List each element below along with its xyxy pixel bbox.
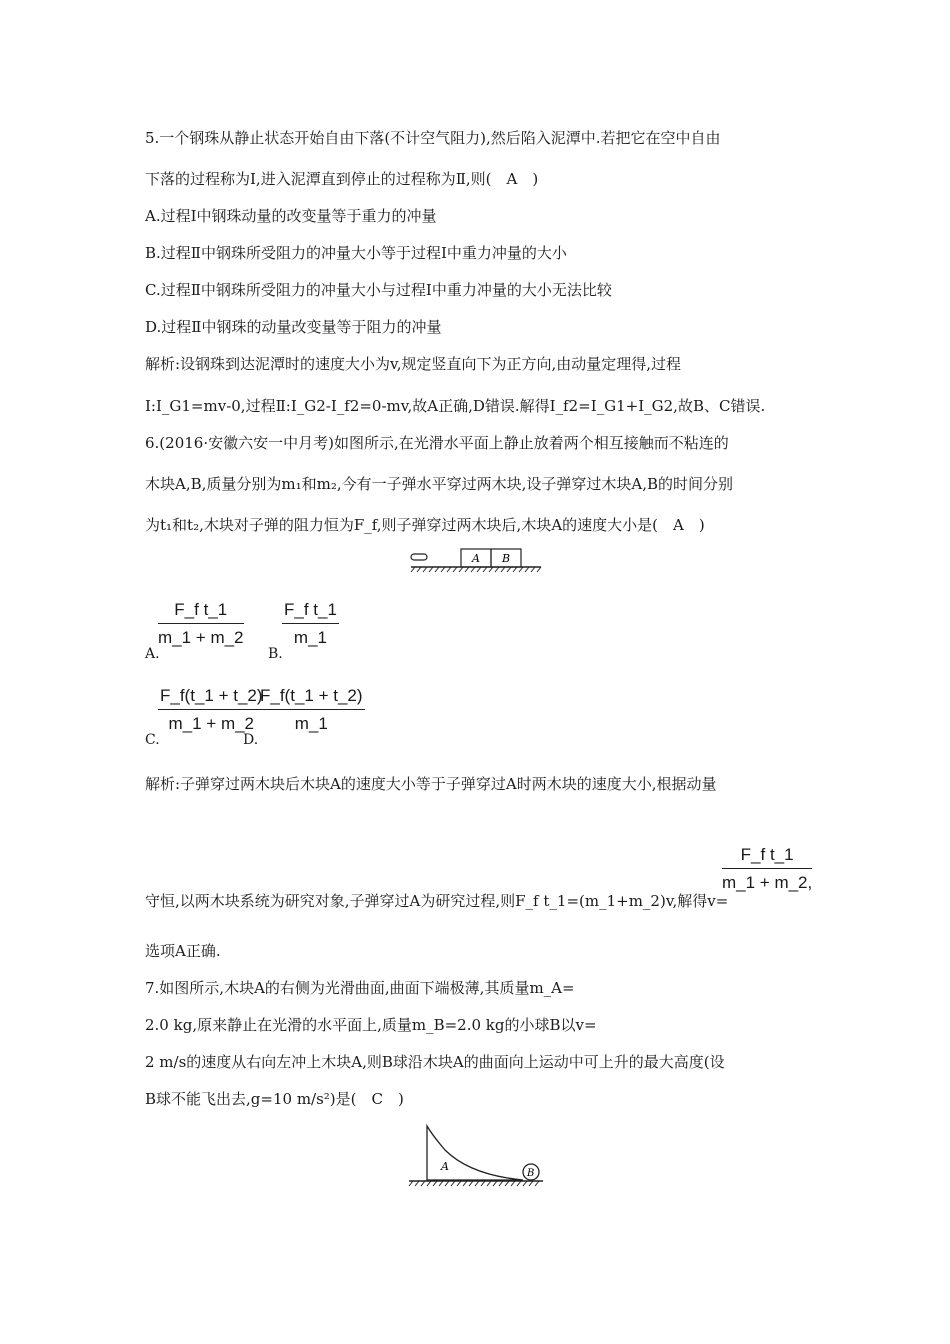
- q6-stem-line-2: 木块A,B,质量分别为m₁和m₂,今有一子弹水平穿过两木块,设子弹穿过木块A,B的时间分别: [145, 475, 734, 493]
- q7-stem-line-4: B球不能飞出去,g=10 m/s²)是( C ): [145, 1090, 404, 1108]
- q6-analysis-line-2: 守恒,以两木块系统为研究对象,子弹穿过A为研究过程,则F_f t_1=(m_1+m_2)v,解得v=: [145, 892, 729, 910]
- q5-analysis-line-1: 解析:设钢珠到达泥潭时的速度大小为v,规定竖直向下为正方向,由动量定理得,过程: [145, 355, 682, 373]
- q6-option-a-numerator: F_f t_1: [158, 600, 244, 624]
- q6-option-a-letter: A.: [145, 646, 160, 662]
- bullet: [411, 554, 427, 560]
- q6-analysis-fraction: [722, 845, 812, 893]
- q6-analysis-denominator: m_1 + m_2,: [722, 873, 813, 892]
- q6-option-d-denominator: m_1: [294, 714, 328, 733]
- q6-option-d-letter: D.: [243, 732, 259, 748]
- q6-analysis-numerator: F_f t_1: [722, 845, 812, 869]
- q6-bullet-blocks-figure: [405, 545, 545, 585]
- q5-analysis-line-2: Ⅰ:I_G1=mv-0,过程Ⅱ:I_G2-I_f2=0-mv,故A正确,D错误.解得I_f2=I_G1+I_G2,故B、C错误.: [145, 397, 766, 415]
- q7-curved-block-figure: [405, 1120, 550, 1195]
- ball-b-label: B: [527, 1168, 535, 1179]
- q6-option-c-numerator: F_f(t_1 + t_2): [158, 686, 265, 710]
- q5-stem-line-2: 下落的过程称为Ⅰ,进入泥潭直到停止的过程称为Ⅱ,则( A ): [145, 170, 539, 188]
- q5-stem-line-1: 5.一个钢珠从静止状态开始自由下落(不计空气阻力),然后陷入泥潭中.若把它在空中自由: [145, 129, 721, 147]
- q6-analysis-line-3: 选项A正确.: [145, 942, 221, 960]
- q6-option-b-denominator: m_1: [293, 628, 327, 647]
- block-a-label: A: [441, 1160, 449, 1173]
- q5-option-a: A.过程Ⅰ中钢珠动量的改变量等于重力的冲量: [145, 207, 437, 225]
- q5-option-b: B.过程Ⅱ中钢珠所受阻力的冲量大小等于过程Ⅰ中重力冲量的大小: [145, 244, 567, 262]
- q6-option-c-letter: C.: [145, 732, 160, 748]
- block-a-label: A: [472, 552, 480, 565]
- q6-option-b-fraction: [282, 600, 339, 648]
- q6-option-d-numerator: F_f(t_1 + t_2): [258, 686, 365, 710]
- q7-stem-line-3: 2 m/s的速度从右向左冲上木块A,则B球沿木块A的曲面向上运动中可上升的最大高度(设: [145, 1053, 725, 1071]
- q7-stem-line-1: 7.如图所示,木块A的右侧为光滑曲面,曲面下端极薄,其质量m_A=: [145, 979, 575, 997]
- q5-option-c: C.过程Ⅱ中钢珠所受阻力的冲量大小与过程Ⅰ中重力冲量的大小无法比较: [145, 281, 612, 299]
- q6-option-c-denominator: m_1 + m_2: [168, 714, 255, 733]
- q6-stem-line-3: 为t₁和t₂,木块对子弹的阻力恒为F_f,则子弹穿过两木块后,木块A的速度大小是( A ): [145, 516, 705, 534]
- q6-option-d-fraction: [258, 686, 365, 734]
- q6-option-a-denominator: m_1 + m_2: [158, 628, 244, 647]
- q5-option-d: D.过程Ⅱ中钢珠的动量改变量等于阻力的冲量: [145, 318, 442, 336]
- block-b-label: B: [502, 552, 511, 565]
- q7-stem-line-2: 2.0 kg,原来静止在光滑的水平面上,质量m_B=2.0 kg的小球B以v=: [145, 1016, 597, 1034]
- q6-option-a-fraction: [158, 600, 244, 648]
- q6-option-b-letter: B.: [268, 646, 283, 662]
- q6-analysis-line-1: 解析:子弹穿过两木块后木块A的速度大小等于子弹穿过A时两木块的速度大小,根据动量: [145, 775, 717, 793]
- q6-option-c-fraction: [158, 686, 265, 734]
- q6-stem-line-1: 6.(2016·安徽六安一中月考)如图所示,在光滑水平面上静止放着两个相互接触而不粘连的: [145, 434, 729, 452]
- q6-option-b-numerator: F_f t_1: [282, 600, 339, 624]
